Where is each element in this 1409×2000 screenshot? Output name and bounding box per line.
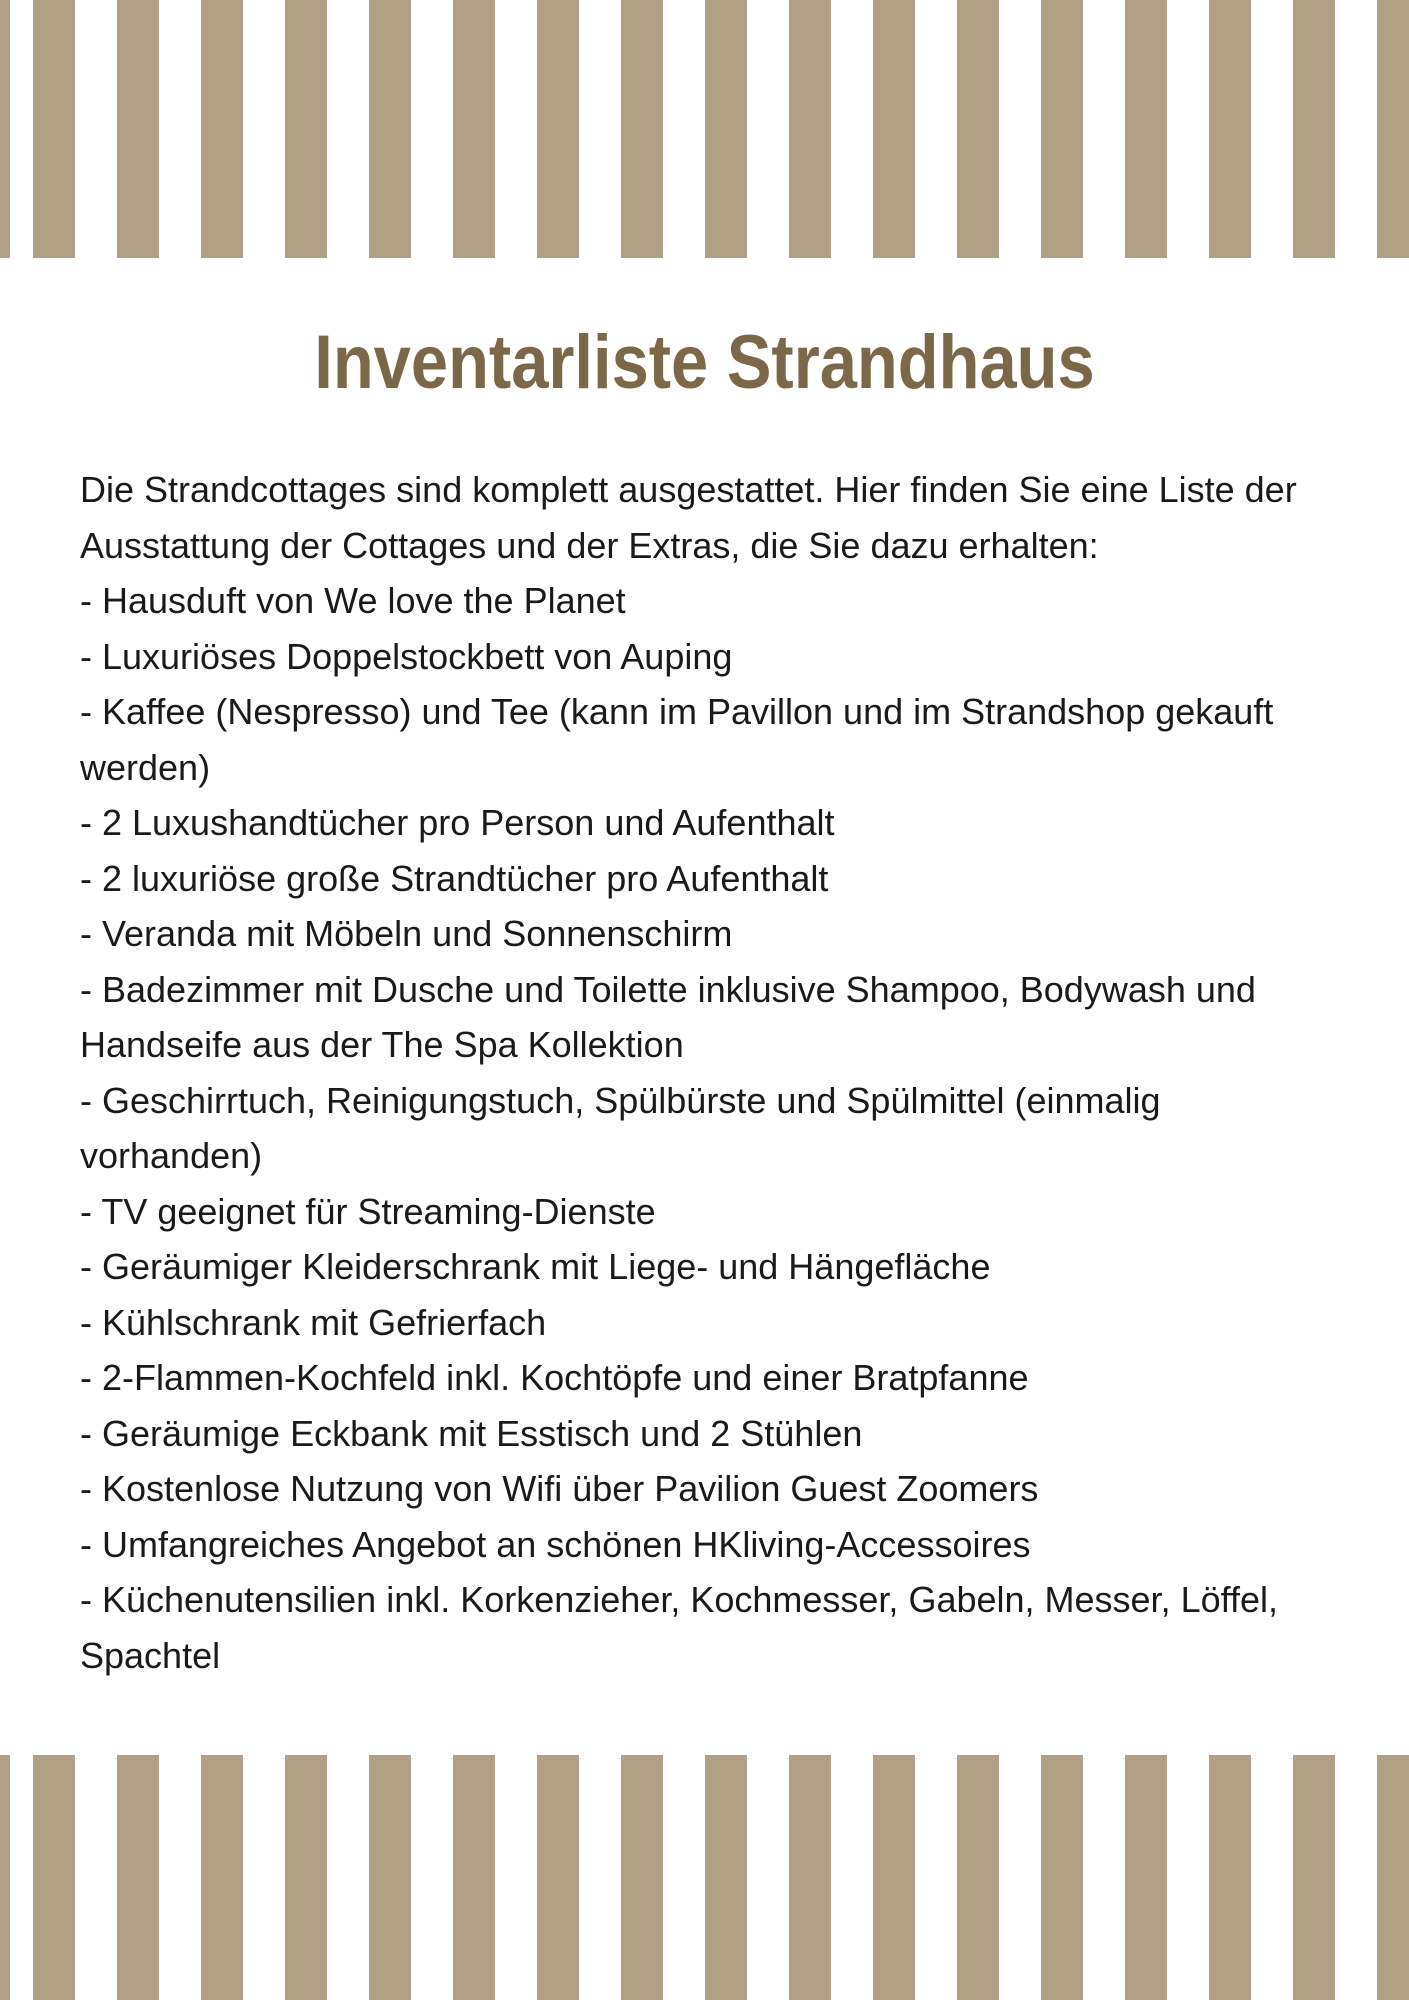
list-item: - 2 luxuriöse große Strandtücher pro Aufenthalt <box>80 857 829 899</box>
list-item: - Umfangreiches Angebot an schönen HKliving-Accessoires <box>80 1523 1031 1565</box>
list-item: - Hausduft von We love the Planet <box>80 580 626 621</box>
list-item: - Kaffee (Nespresso) und Tee (kann im Pavillon und im Strandshop gekauft werden) <box>80 691 1274 788</box>
bottom-stripe-border <box>0 1755 1409 2000</box>
list-item: - TV geeignet für Streaming-Dienste <box>80 1190 656 1232</box>
list-item: - Geräumiger Kleiderschrank mit Liege- und Hängefläche <box>80 1246 991 1287</box>
list-item: - 2-Flammen-Kochfeld inkl. Kochtöpfe und einer Bratpfanne <box>80 1357 1029 1398</box>
intro-paragraph: Die Strandcottages sind komplett ausgestattet. Hier finden Sie eine Liste der Ausstattung der Cottages und der Extras, die Sie dazu erhalten: <box>80 469 1297 566</box>
list-item: - Kostenlose Nutzung von Wifi über Pavilion Guest Zoomers <box>80 1468 1039 1509</box>
list-item: - Küchenutensilien inkl. Korkenzieher, Kochmesser, Gabeln, Messer, Löffel, Spachtel <box>80 1579 1278 1676</box>
list-item: - Geschirrtuch, Reinigungstuch, Spülbürste und Spülmittel (einmalig vorhanden) <box>80 1079 1161 1176</box>
list-item: - Kühlschrank mit Gefrierfach <box>80 1301 547 1343</box>
page-title: Inventarliste Strandhaus <box>314 320 1095 405</box>
list-item: - Luxuriöses Doppelstockbett von Auping <box>80 635 733 677</box>
top-stripe-border <box>0 0 1409 258</box>
list-item: - Badezimmer mit Dusche und Toilette inklusive Shampoo, Bodywash und Handseife aus der The Spa Kollektion <box>80 968 1256 1065</box>
list-item: - Veranda mit Möbeln und Sonnenschirm <box>80 913 733 954</box>
inventory-content <box>80 462 1340 1683</box>
inventory-list <box>80 573 1340 1683</box>
list-item: - Geräumige Eckbank mit Esstisch und 2 Stühlen <box>80 1412 863 1454</box>
list-item: - 2 Luxushandtücher pro Person und Aufenthalt <box>80 802 835 843</box>
